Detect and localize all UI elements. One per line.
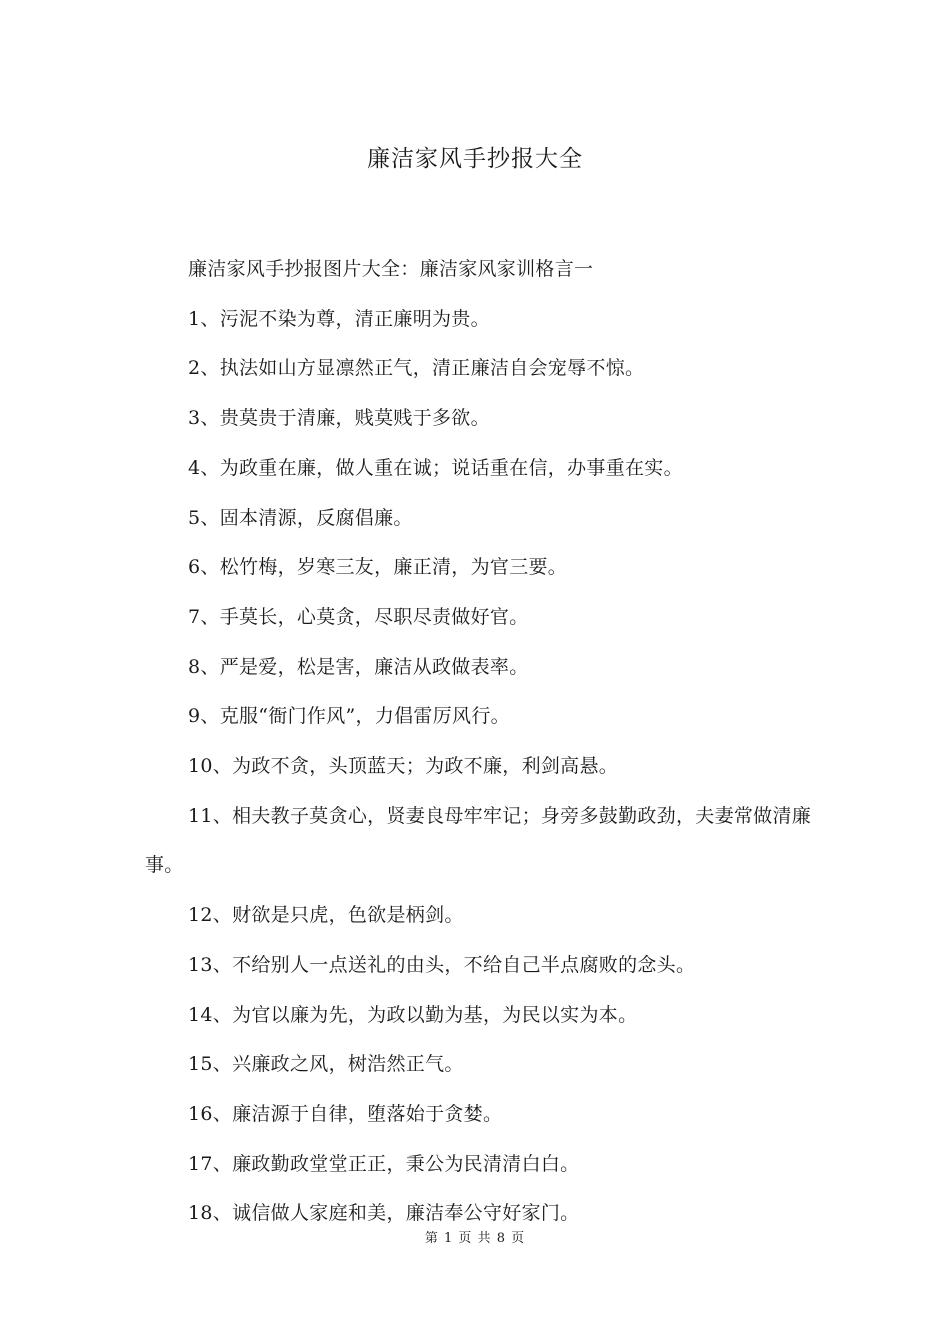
document-body	[145, 245, 817, 1239]
page-title: 廉洁家风手抄报大全	[367, 146, 583, 172]
section-heading: 廉洁家风手抄报图片大全：廉洁家风家训格言一	[188, 258, 594, 280]
list-item: 9、克服“衙门作风”，力倡雷厉风行。	[188, 705, 510, 728]
list-item: 7、手莫长，心莫贪，尽职尽责做好官。	[188, 605, 529, 628]
list-item: 8、严是爱，松是害，廉洁从政做表率。	[188, 655, 529, 678]
list-item: 13、不给别人一点送礼的由头，不给自己半点腐败的念头。	[188, 953, 696, 976]
list-item: 1、污泥不染为尊，清正廉明为贵。	[188, 307, 490, 330]
list-item: 14、为官以廉为先，为政以勤为基，为民以实为本。	[188, 1003, 638, 1026]
page-number-footer: 第 1 页 共 8 页	[424, 1231, 526, 1246]
list-item: 6、松竹梅，岁寒三友，廉正清，为官三要。	[188, 556, 568, 579]
list-item: 12、财欲是只虎，色欲是柄剑。	[188, 904, 464, 927]
list-item: 17、廉政勤政堂堂正正，秉公为民清清白白。	[188, 1152, 580, 1175]
list-item: 4、为政重在廉，做人重在诚；说话重在信，办事重在实。	[188, 456, 683, 479]
list-item: 5、固本清源，反腐倡廉。	[188, 506, 413, 529]
list-item: 16、廉洁源于自律，堕落始于贪婪。	[188, 1102, 503, 1125]
list-item: 10、为政不贪，头顶蓝天；为政不廉，利剑高悬。	[188, 755, 619, 778]
list-item: 15、兴廉政之风，树浩然正气。	[188, 1053, 464, 1076]
list-item: 2、执法如山方显凛然正气，清正廉洁自会宠辱不惊。	[188, 357, 645, 380]
list-item: 18、诚信做人家庭和美，廉洁奉公守好家门。	[188, 1202, 580, 1225]
list-item: 3、贵莫贵于清廉，贱莫贱于多欲。	[188, 407, 490, 430]
list-item: 11、相夫教子莫贪心，贤妻良母牢牢记；身旁多鼓勤政劲，夫妻常做清廉事。	[145, 804, 812, 877]
